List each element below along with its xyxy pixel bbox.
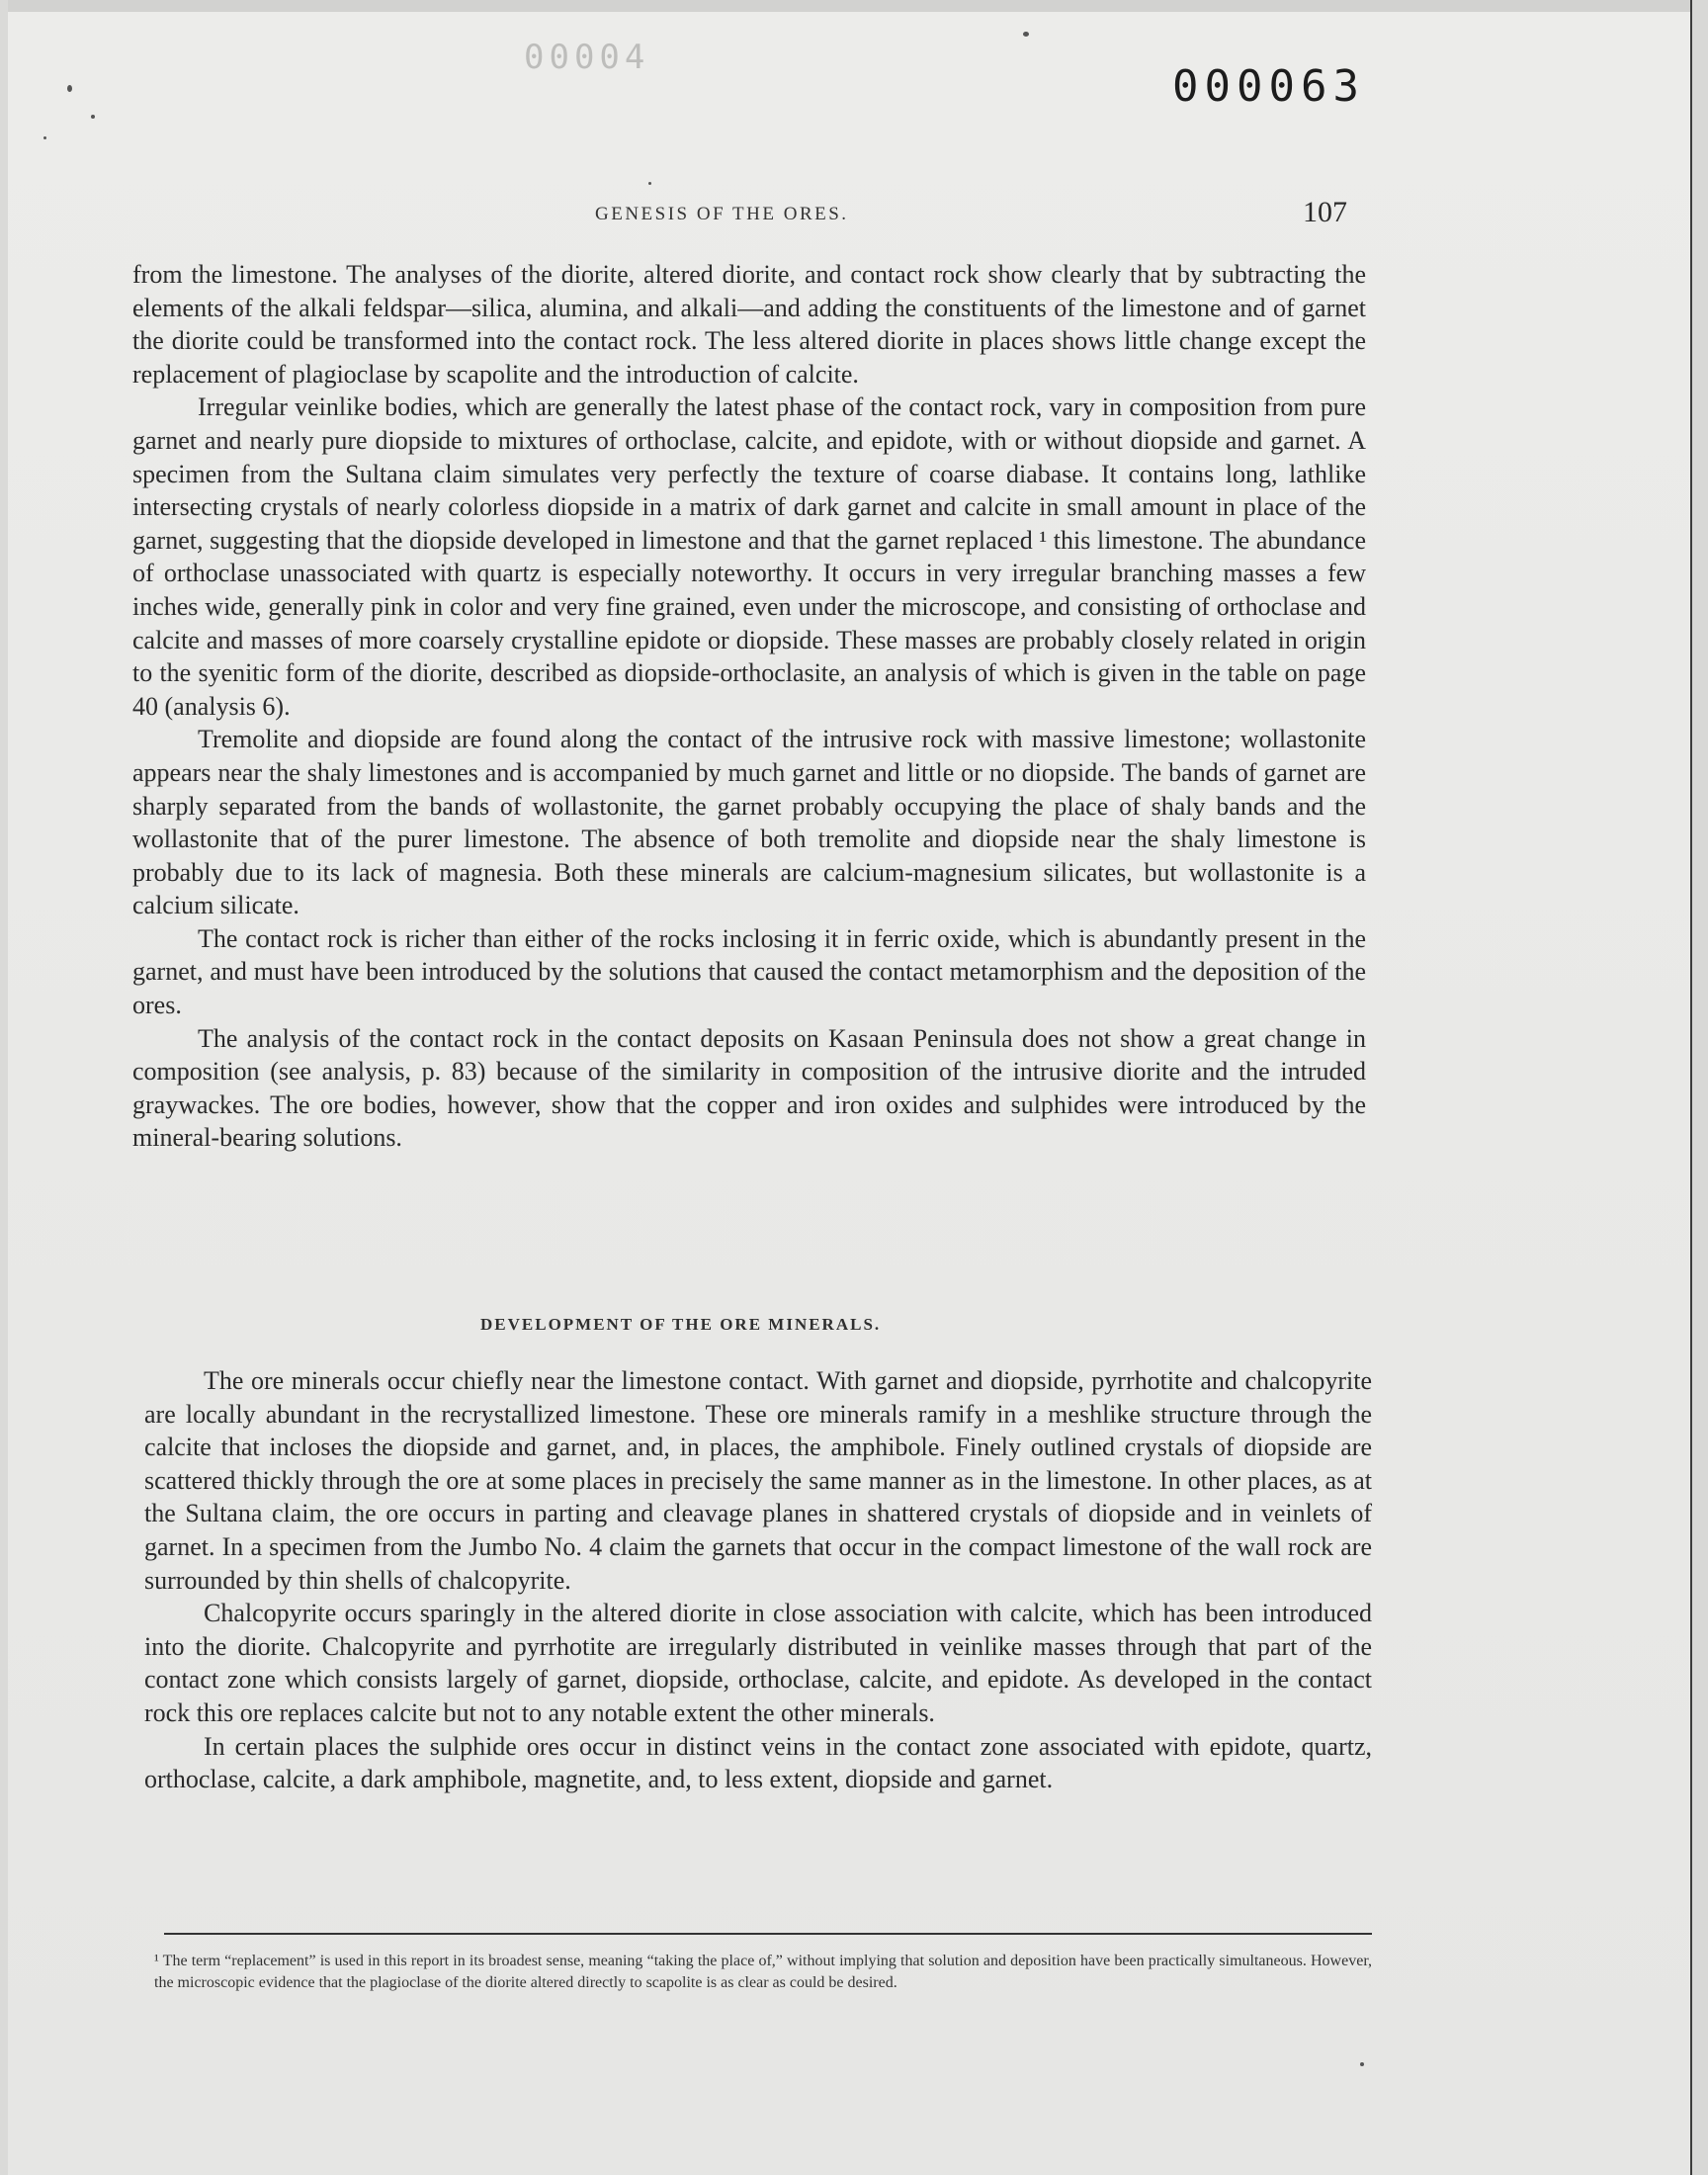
paragraph: In certain places the sulphide ores occur in distinct veins in the contact zone associated with epidote, quartz, orthoclase, calcite, a dark amphibole, magnetite, and, to less extent, diopside and garnet. [144, 1731, 1372, 1794]
scan-speck [67, 85, 72, 92]
body-text-upper [132, 258, 1366, 1155]
page-number: 107 [1303, 196, 1347, 228]
footnote: ¹ The term “replacement” is used in this report in its broadest sense, meaning “taking the place of,” without implying that solution and deposition have been practically simultaneous. However, the microscopic evidence that the plagioclase of the diorite altered directly to scapolite is as clear as could be desired. [154, 1953, 1372, 1991]
paragraph: Irregular veinlike bodies, which are generally the latest phase of the contact rock, vary in composition from pure garnet and nearly pure diopside to mixtures of orthoclase, calcite, and epidote, with or without diopside and garnet. A specimen from the Sultana claim simulates very perfectly the texture of coarse diabase. It contains long, lathlike intersecting crystals of nearly colorless diopside in a matrix of dark garnet and calcite in small amount in place of the garnet, suggesting that the diopside developed in limestone and that the garnet replaced ¹ this limestone. The abundance of orthoclase unassociated with quartz is especially noteworthy. It occurs in very irregular branching masses a few inches wide, generally pink in color and very fine grained, even under the microscope, and consisting of orthoclase and calcite and masses of more coarsely crystalline epidote or diopside. These masses are probably closely related in origin to the syenitic form of the diorite, described as diopside-orthoclasite, an analysis of which is given in the table on page 40 (analysis 6). [132, 392, 1366, 721]
scan-speck [648, 182, 651, 185]
scan-edge-top [0, 0, 1708, 12]
document-number-stamp: 000063 [1172, 61, 1365, 112]
paragraph: The contact rock is richer than either of the rocks inclosing it in ferric oxide, which is abundantly present in the garnet, and must have been introduced by the solutions that caused the contact metamorphism and the deposition of the ores. [132, 923, 1366, 1020]
paragraph: The ore minerals occur chiefly near the limestone contact. With garnet and diopside, pyrrhotite and chalcopyrite are locally abundant in the recrystallized limestone. These ore minerals ramify in a meshlike structure through the calcite that incloses the diopside and garnet, and, in places, the amphibole. Finely outlined crystals of diopside are scattered thickly through the ore at some places in precisely the same manner as in the limestone. In other places, as at the Sultana claim, the ore occurs in parting and cleavage planes in shattered crystals of diopside and in veinlets of garnet. In a specimen from the Jumbo No. 4 claim the garnets that occur in the compact limestone of the wall rock are surrounded by thin shells of chalcopyrite. [144, 1366, 1372, 1595]
paragraph: Tremolite and diopside are found along the contact of the intrusive rock with massive limestone; wollastonite appears near the shaly limestones and is accompanied by much garnet and little or no diopside. The bands of garnet are sharply separated from the bands of wollastonite, the garnet probably occupying the place of shaly bands and the wollastonite that of the purer limestone. The absence of both tremolite and diopside near the shaly limestone is probably due to its lack of magnesia. Both these minerals are calcium-magnesium silicates, but wollastonite is a calcium silicate. [132, 725, 1366, 920]
paragraph: Chalcopyrite occurs sparingly in the altered diorite in close association with calcite, which has been introduced into the diorite. Chalcopyrite and pyrrhotite are irregularly distributed in veinlike masses through that part of the contact zone which consists largely of garnet, diopside, orthoclase, calcite, and epidote. As developed in the contact rock this ore replaces calcite but not to any notable extent the other minerals. [144, 1599, 1372, 1727]
paragraph: The analysis of the contact rock in the contact deposits on Kasaan Peninsula does not show a great change in composition (see analysis, p. 83) because of the similarity in composition of the intrusive diorite and the intruded graywackes. The ore bodies, however, show that the copper and iron oxides and sulphides were introduced by the mineral-bearing solutions. [132, 1023, 1366, 1153]
scan-edge-right [1690, 0, 1708, 2175]
scan-speck [91, 115, 95, 119]
footnote-rule [164, 1933, 1372, 1935]
scan-speck [1023, 32, 1029, 37]
document-number-ghost: 00004 [524, 38, 650, 77]
running-head: GENESIS OF THE ORES. [595, 204, 849, 224]
paragraph: from the limestone. The analyses of the diorite, altered diorite, and contact rock show clearly that by subtracting the elements of the alkali feldspar—silica, alumina, and alkali—and adding the constituents of the limestone and of garnet the diorite could be transformed into the contact rock. The less altered diorite in places shows little change except the replacement of plagioclase by scapolite and the introduction of calcite. [132, 260, 1366, 389]
scan-edge-left [0, 0, 8, 2175]
section-heading: DEVELOPMENT OF THE ORE MINERALS. [480, 1315, 882, 1334]
scan-speck [1360, 2062, 1364, 2066]
body-text-lower [144, 1364, 1372, 1796]
scan-speck [43, 136, 46, 139]
